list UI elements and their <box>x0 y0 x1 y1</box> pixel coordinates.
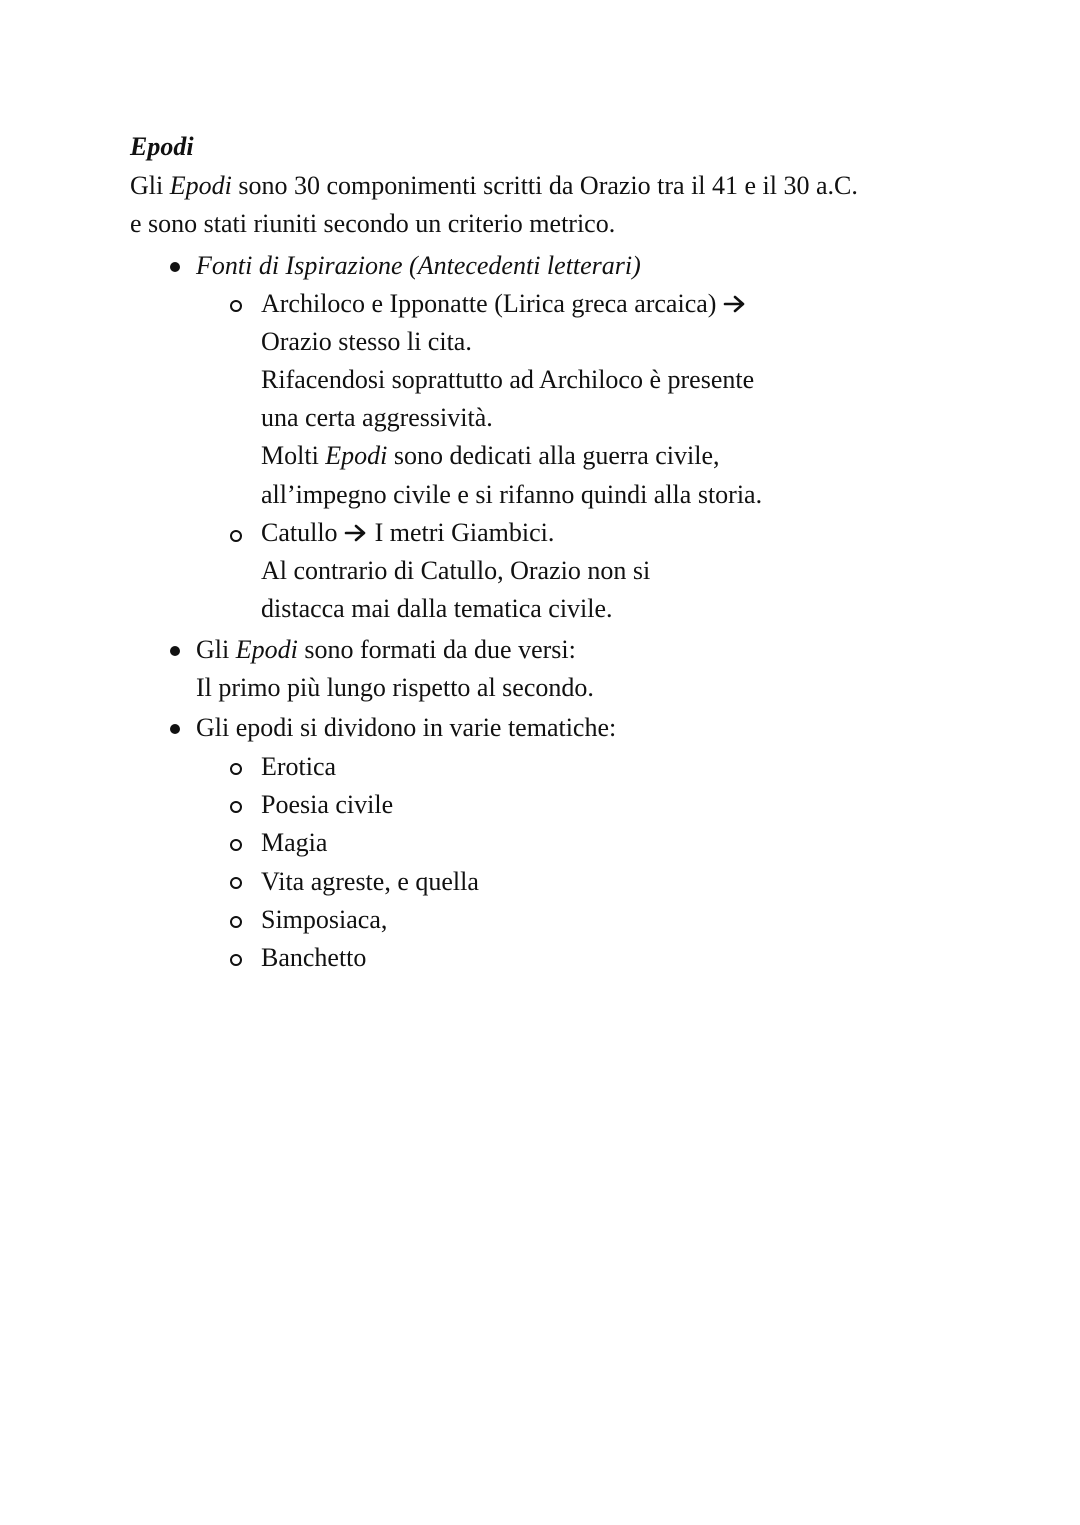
item2-line-1 <box>261 514 554 552</box>
theme-item: Simposiaca, <box>261 905 388 934</box>
theme-item: Erotica <box>261 752 337 781</box>
item2-text-b: I metri Giambici. <box>374 518 555 547</box>
bullet-disc-icon <box>170 724 180 734</box>
bullet-ring-icon <box>230 954 242 966</box>
item1-line-3: Rifacendosi soprattutto ad Archiloco è presente <box>261 365 755 394</box>
intro-text-a: Gli <box>130 171 170 200</box>
theme-item: Banchetto <box>261 943 367 972</box>
bullet-ring-icon <box>230 916 242 928</box>
section2-line-2: Il primo più lungo rispetto al secondo. <box>196 673 594 702</box>
section2-italic-epodi: Epodi <box>235 635 298 664</box>
section3-heading: Gli epodi si dividono in varie tematiche: <box>196 713 617 742</box>
document-title: Epodi <box>130 132 194 161</box>
item1-line-6: all’impegno civile e si rifanno quindi alla storia. <box>261 480 763 509</box>
section2-text-a: Gli <box>196 635 236 664</box>
bullet-ring-icon <box>230 300 242 312</box>
item1-italic-epodi: Epodi <box>325 441 388 470</box>
intro-text-b: sono 30 componimenti scritti da Orazio tra il 41 e il 30 a.C. <box>231 171 858 200</box>
item1-line5-a: Molti <box>261 441 326 470</box>
right-arrow-icon <box>723 294 747 314</box>
item1-line-4: una certa aggressività. <box>261 403 493 432</box>
bullet-disc-icon <box>170 646 180 656</box>
bullet-ring-icon <box>230 763 242 775</box>
item1-line-5 <box>261 437 720 475</box>
bullet-disc-icon <box>170 262 180 272</box>
intro-italic-epodi: Epodi <box>169 171 232 200</box>
intro-line-1 <box>130 167 858 205</box>
bullet-ring-icon <box>230 877 242 889</box>
theme-item: Magia <box>261 828 328 857</box>
item1-line-1 <box>261 285 747 323</box>
bullet-ring-icon <box>230 801 242 813</box>
item1-text: Archiloco e Ipponatte (Lirica greca arcaica) <box>261 289 717 318</box>
item2-line-2: Al contrario di Catullo, Orazio non si <box>261 556 651 585</box>
section2-text-b: sono formati da due versi: <box>297 635 576 664</box>
section2-line-1 <box>196 631 576 669</box>
item2-line-3: distacca mai dalla tematica civile. <box>261 594 613 623</box>
bullet-ring-icon <box>230 530 242 542</box>
bullet-ring-icon <box>230 839 242 851</box>
theme-item: Poesia civile <box>261 790 394 819</box>
item1-line5-b: sono dedicati alla guerra civile, <box>387 441 720 470</box>
theme-item: Vita agreste, e quella <box>261 867 479 896</box>
right-arrow-icon <box>344 523 368 543</box>
item2-text-a: Catullo <box>261 518 338 547</box>
intro-line-2: e sono stati riuniti secondo un criterio metrico. <box>130 209 616 238</box>
section1-heading: Fonti di Ispirazione (Antecedenti letterari) <box>196 251 641 280</box>
item1-line-2: Orazio stesso li cita. <box>261 327 472 356</box>
